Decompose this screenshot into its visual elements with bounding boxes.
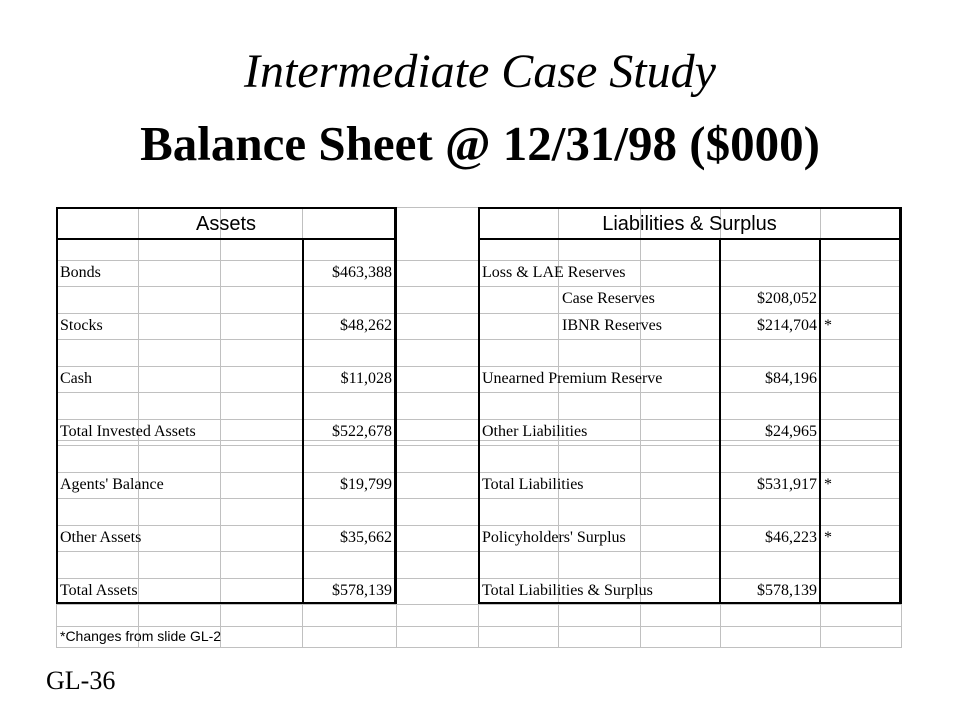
liab-label-total-liabilities: Total Liabilities	[482, 476, 584, 493]
liab-value-other-liabilities: $24,965	[765, 423, 817, 440]
liab-value-ibnr: $214,704	[757, 317, 817, 334]
asset-label-stocks: Stocks	[60, 317, 103, 334]
liab-label-case-reserves: Case Reserves	[562, 290, 655, 307]
asset-value-cash: $11,028	[340, 370, 392, 387]
asset-label-other-assets: Other Assets	[60, 529, 142, 546]
liab-mark-policyholders-surplus: *	[824, 529, 832, 546]
liab-value-unearned-premium: $84,196	[765, 370, 817, 387]
balance-sheet-grid	[56, 207, 902, 647]
slide-title: Intermediate Case Study	[244, 45, 716, 98]
liab-label-unearned-premium: Unearned Premium Reserve	[482, 370, 663, 387]
liab-label-loss-lae: Loss & LAE Reserves	[482, 264, 626, 281]
liab-label-other-liabilities: Other Liabilities	[482, 423, 588, 440]
slide-number: GL-36	[46, 666, 116, 695]
asset-label-total-assets: Total Assets	[60, 582, 138, 599]
changes-note: *Changes from slide GL-2	[60, 628, 222, 644]
asset-label-total-invested: Total Invested Assets	[60, 423, 196, 440]
asset-label-bonds: Bonds	[60, 264, 101, 281]
assets-header: Assets	[195, 213, 257, 235]
asset-value-stocks: $48,262	[340, 317, 392, 334]
liab-label-policyholders-surplus: Policyholders' Surplus	[482, 529, 626, 546]
asset-value-total-assets: $578,139	[332, 582, 392, 599]
asset-value-bonds: $463,388	[332, 264, 392, 281]
liab-label-total-liabilities-surplus: Total Liabilities & Surplus	[482, 582, 653, 599]
liab-mark-total-liabilities: *	[824, 476, 832, 493]
liab-value-total-liabilities-surplus: $578,139	[757, 582, 817, 599]
slide-subtitle: Balance Sheet @ 12/31/98 ($000)	[140, 116, 820, 171]
asset-value-agents-balance: $19,799	[340, 476, 392, 493]
asset-label-cash: Cash	[60, 370, 92, 387]
liabilities-header: Liabilities & Surplus	[602, 213, 777, 235]
liab-label-ibnr: IBNR Reserves	[562, 317, 662, 334]
asset-value-total-invested: $522,678	[332, 423, 392, 440]
liab-value-policyholders-surplus: $46,223	[765, 529, 817, 546]
asset-label-agents-balance: Agents' Balance	[60, 476, 164, 493]
asset-value-other-assets: $35,662	[340, 529, 392, 546]
liab-value-total-liabilities: $531,917	[757, 476, 817, 493]
liab-mark-ibnr: *	[824, 317, 832, 334]
liab-value-case-reserves: $208,052	[757, 290, 817, 307]
